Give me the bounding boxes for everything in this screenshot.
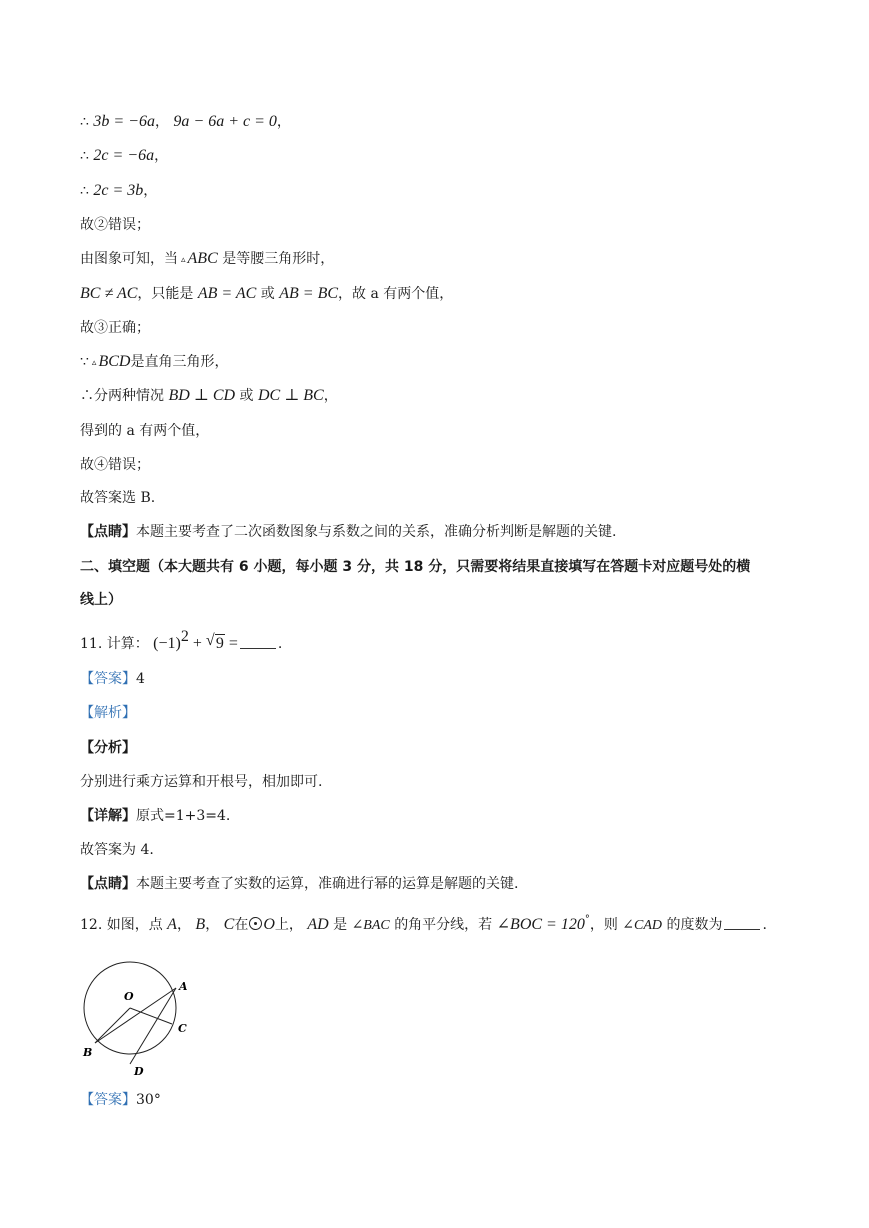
text: 或 [239, 388, 254, 404]
text: 的角平分线，若 [394, 917, 493, 933]
answer-tag: 【答案】 [80, 1092, 136, 1108]
triangle-bcd: BCD [98, 353, 131, 370]
separator: ， [323, 388, 338, 404]
q11-detail [80, 806, 230, 826]
degree-sign: ° [584, 914, 590, 925]
step-line-9 [80, 386, 338, 406]
chord-ab [95, 988, 176, 1043]
text: ，则 [589, 917, 618, 933]
equation-3b: 3b = −6a [93, 113, 155, 130]
step-line-3 [80, 181, 157, 201]
step-line-6 [80, 284, 453, 304]
separator: ， [143, 183, 158, 199]
triangle-abc: ABC [187, 250, 218, 267]
answer-blank [240, 636, 276, 649]
therefore-symbol: ∴ [80, 148, 89, 164]
equation-2c-3b: 2c = 3b [93, 182, 144, 199]
inequality-bc-ac: BC ≠ AC [80, 285, 138, 302]
expr-exponent: 2 [180, 628, 189, 645]
radical-sign: √ [205, 632, 215, 649]
therefore-symbol: ∴ [80, 114, 89, 130]
circle-geometry-figure [78, 960, 208, 1080]
answer-tag: 【答案】 [80, 671, 136, 687]
step-line-4: 故②错误； [80, 217, 150, 233]
text: 的度数为 [666, 917, 723, 933]
answer-value: 30° [136, 1092, 161, 1108]
answer-value: 4 [136, 671, 145, 687]
plus-sign: + [188, 635, 206, 652]
section-heading-line-1: 二、填空题（本大题共有 6 小题，每小题 3 分，共 18 分，只需要将结果直接填写在答题卡对应题号处的横 [80, 559, 751, 575]
label-a: A [179, 980, 188, 993]
text: 是 [333, 917, 348, 933]
q11-note [80, 874, 518, 894]
step-line-12: 故答案选 B. [80, 490, 156, 506]
q11-analysis-tag: 【解析】 [80, 705, 136, 721]
note-tag: 【点睛】 [80, 524, 136, 540]
step-line-5 [80, 249, 334, 270]
text: 是直角三角形， [130, 354, 229, 370]
q11-conclusion: 故答案为 4. [80, 842, 154, 858]
label-c: C [178, 1022, 187, 1035]
circle-symbol-icon [249, 917, 262, 930]
step-line-11: 故④错误； [80, 457, 150, 473]
segment-oc [130, 1008, 172, 1024]
separator: . [762, 917, 767, 933]
because-symbol: ∵ [80, 354, 89, 370]
equation-ab-bc: AB = BC [279, 285, 339, 302]
separator: ， [154, 148, 169, 164]
detail-text: 原式=1+3=4. [136, 808, 231, 824]
separator: ， [205, 917, 220, 933]
triangle-symbol: ▵ [91, 358, 97, 368]
point-o: O [263, 916, 275, 933]
expr-base: (−1) [153, 635, 181, 652]
radicand: 9 [215, 635, 224, 652]
text: ，只能是 [137, 286, 194, 302]
triangle-symbol: ▵ [181, 255, 186, 265]
section-heading-line-2: 线上） [80, 592, 122, 608]
note-text: 本题主要考查了实数的运算，准确进行幂的运算是解题的关键. [136, 876, 519, 892]
segment-ob [95, 1008, 130, 1043]
step-line-2 [80, 146, 168, 166]
sqrt-expression [206, 634, 225, 654]
angle-bac: ∠BAC [351, 918, 390, 933]
q11-fenxi-tag: 【分析】 [80, 740, 136, 756]
note-tag: 【点睛】 [80, 876, 136, 892]
angle-boc: ∠BOC = 120 [496, 916, 585, 933]
equation-9a: 9a − 6a + c = 0 [173, 113, 277, 130]
step-line-10: 得到的 a 有两个值， [80, 423, 210, 439]
point-c: C [223, 916, 235, 933]
answer-blank [724, 917, 760, 930]
equals-sign: = [224, 635, 238, 652]
separator: ， [176, 917, 191, 933]
segment-ad: AD [307, 916, 329, 933]
label-b: B [83, 1046, 93, 1059]
step-line-8 [80, 352, 228, 373]
text: 或 [260, 286, 275, 302]
separator: ， [154, 114, 169, 130]
question-11-label: 11. 计算： [80, 636, 149, 652]
label-o: O [124, 990, 134, 1003]
note-text: 本题主要考查了二次函数图象与系数之间的关系，准确分析判断是解题的关键. [136, 524, 617, 540]
detail-tag: 【详解】 [80, 808, 136, 824]
separator: . [277, 636, 283, 652]
label-d: D [134, 1065, 144, 1078]
text: ∴分两种情况 [80, 388, 164, 404]
separator: ， [276, 114, 291, 130]
q11-fenxi-text: 分别进行乘方运算和开根号，相加即可. [80, 774, 323, 790]
line-ad [130, 988, 176, 1064]
question-12 [80, 915, 767, 936]
equation-2c-neg6a: 2c = −6a [93, 147, 155, 164]
q11-answer [80, 669, 145, 689]
question-12-label: 12. 如图，点 [80, 917, 163, 933]
equation-ab-ac: AB = AC [197, 285, 257, 302]
note-line [80, 522, 616, 542]
perp-dc-bc: DC ⊥ BC [257, 387, 324, 404]
text: 在 [234, 917, 249, 933]
text: 是等腰三角形时， [222, 251, 335, 267]
angle-cad: ∠CAD [622, 918, 663, 933]
text: 上， [274, 917, 303, 933]
point-a: A [167, 916, 177, 933]
text: 由图象可知，当 [80, 251, 178, 267]
therefore-symbol: ∴ [80, 183, 89, 199]
perp-bd-cd: BD ⊥ CD [168, 387, 236, 404]
question-11 [80, 628, 283, 654]
q12-answer [80, 1090, 161, 1110]
step-line-1 [80, 112, 291, 132]
text: ，故 a 有两个值， [338, 286, 454, 302]
point-b: B [195, 916, 206, 933]
step-line-7: 故③正确； [80, 320, 150, 336]
